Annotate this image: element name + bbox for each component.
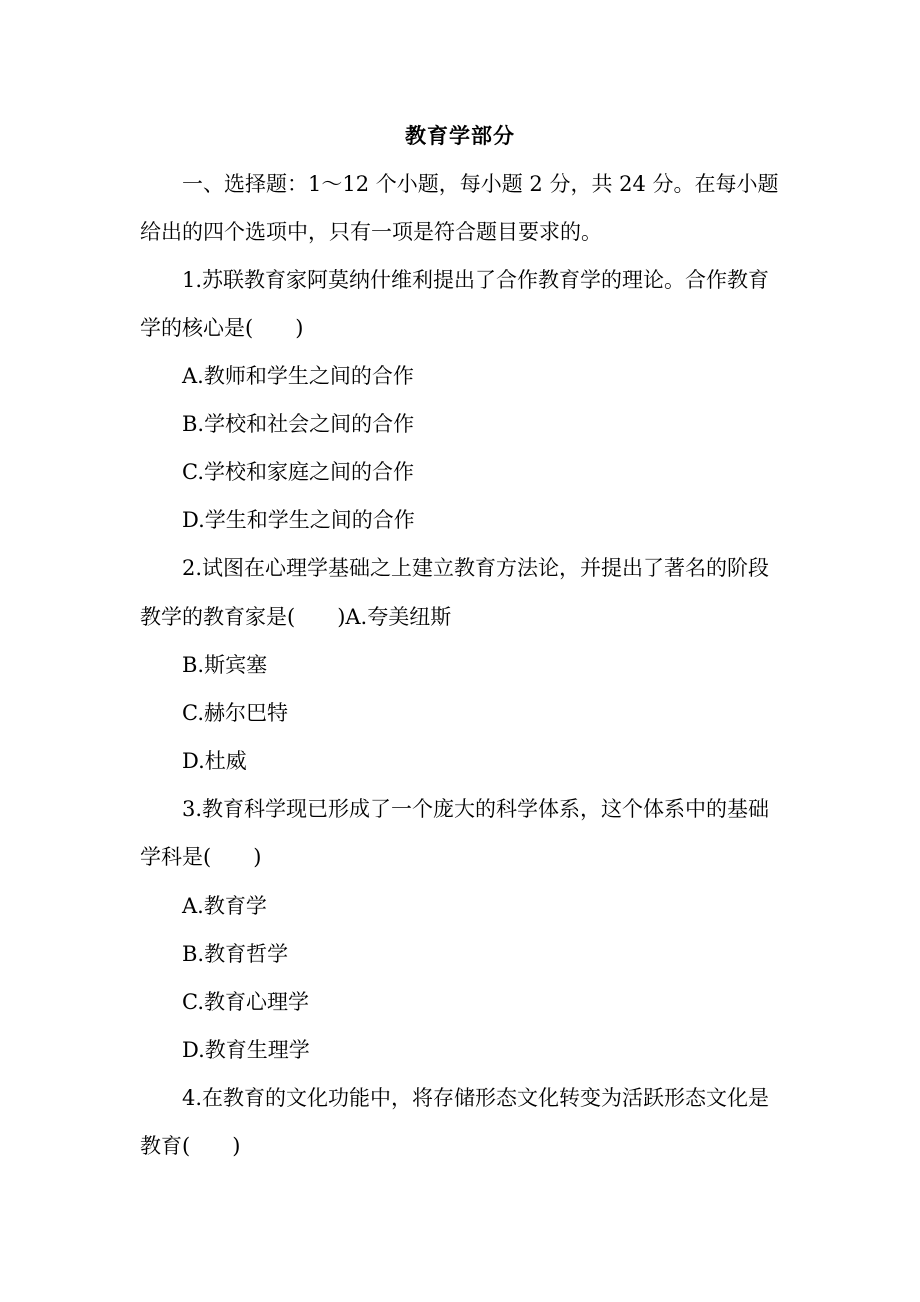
question-1-option-b: B.学校和社会之间的合作: [182, 412, 415, 436]
question-3-stem-line-2: 学科是( ): [140, 845, 262, 869]
question-4-stem-line-1: 4.在教育的文化功能中，将存储形态文化转变为活跃形态文化是: [182, 1086, 770, 1110]
section-intro-line-2: 给出的四个选项中，只有一项是符合题目要求的。: [140, 220, 602, 244]
question-3-option-c: C.教育心理学: [182, 990, 309, 1014]
page-title: 教育学部分: [405, 123, 515, 148]
section-intro-line-1: 一、选择题：1～12 个小题，每小题 2 分，共 24 分。在每小题: [182, 172, 779, 196]
question-1-stem-line-1: 1.苏联教育家阿莫纳什维利提出了合作教育学的理论。合作教育: [182, 268, 770, 292]
question-4-stem-line-2: 教育( ): [140, 1134, 241, 1158]
question-1-option-d: D.学生和学生之间的合作: [182, 508, 415, 532]
question-2-stem-line-2: 教学的教育家是( )A.夸美纽斯: [140, 605, 452, 629]
question-3-option-d: D.教育生理学: [182, 1038, 310, 1062]
question-3-stem-line-1: 3.教育科学现已形成了一个庞大的科学体系，这个体系中的基础: [182, 797, 770, 821]
question-2-option-b: B.斯宾塞: [182, 653, 268, 677]
question-1-stem-line-2: 学的核心是( ): [140, 316, 304, 340]
question-1-option-c: C.学校和家庭之间的合作: [182, 460, 414, 484]
question-3-option-a: A.教育学: [182, 894, 267, 918]
question-2-option-c: C.赫尔巴特: [182, 701, 288, 725]
question-2-stem-line-1: 2.试图在心理学基础之上建立教育方法论，并提出了著名的阶段: [182, 556, 770, 580]
question-3-option-b: B.教育哲学: [182, 942, 289, 966]
question-1-option-a: A.教师和学生之间的合作: [182, 364, 414, 388]
question-2-option-d: D.杜威: [182, 749, 247, 773]
